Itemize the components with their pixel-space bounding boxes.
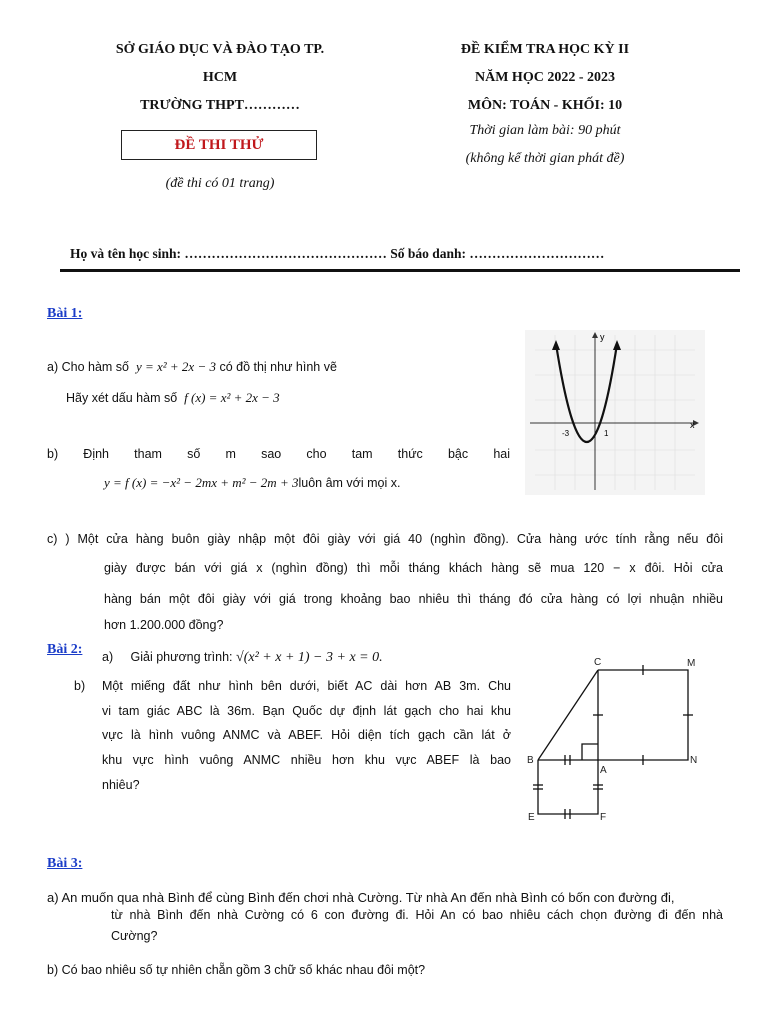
point-m: M <box>687 658 696 669</box>
bai1-c-line4: hơn 1.200.000 đồng? <box>104 618 224 632</box>
bai2-b-line3: vực là hình vuông ANMC và ABEF. Hỏi diện tích gạch cần lát ở <box>102 728 511 742</box>
pages-note: (đề thi có 01 trang) <box>165 176 275 191</box>
bai1-a-formula2: f (x) = x² + 2x − 3 <box>184 390 280 405</box>
bai3-b-line1: b) Có bao nhiêu số tự nhiên chẵn gồm 3 chữ số khác nhau đôi một? <box>47 963 426 977</box>
school-year: NĂM HỌC 2022 - 2023 <box>475 70 615 85</box>
bai2-b-line5: nhiêu? <box>102 778 140 792</box>
bai2-b-line1: Một miếng đất như hình bên dưới, biết AC dài hơn AB 3m. Chu <box>102 679 511 693</box>
segment-bc <box>538 670 598 760</box>
bai2-a-formula: √(x² + x + 1) − 3 + x = 0. <box>236 650 383 665</box>
graph-tick-right: 1 <box>604 429 609 438</box>
point-n: N <box>690 755 698 766</box>
graph-tick-left: -3 <box>562 429 570 438</box>
department-name: SỞ GIÁO DỤC VÀ ĐÀO TẠO TP. <box>115 42 325 57</box>
header-divider <box>60 269 740 272</box>
square-abef <box>538 760 598 814</box>
point-f: F <box>600 812 607 823</box>
point-a: A <box>600 765 607 776</box>
bai1-b-line2: y = f (x) = −x² − 2mx + m² − 2m + 3luôn âm với mọi x. <box>104 475 401 490</box>
bai2-title: Bài 2: <box>47 642 83 657</box>
department-city: HCM <box>202 70 238 85</box>
bai3-a-line3: Cường? <box>111 929 158 943</box>
time-note: Thời gian làm bài: 90 phút <box>469 123 621 138</box>
school-name: TRƯỜNG THPT………… <box>140 98 300 113</box>
time-note-2: (không kể thời gian phát đề) <box>465 151 625 166</box>
parabola-graph <box>525 330 705 495</box>
bai2-b-line4: khu vực hình vuông ANMC nhiều hơn khu vực ABEF là bao <box>102 753 511 767</box>
point-b: B <box>527 755 534 766</box>
bai1-c-line3: hàng bán một đôi giày với giá trong khoảng bao nhiêu thì tháng đó cửa hàng có lợi nhuận nhiều <box>104 592 723 606</box>
bai1-a-formula: y = x² + 2x − 3 <box>135 359 216 374</box>
bai2-b-line2: vi tam giác ABC là 36m. Bạn Quốc dự định lát gạch cho hai khu <box>102 704 511 718</box>
bai3-title: Bài 3: <box>47 856 83 871</box>
bai1-a-line1: a) Cho hàm số y = x² + 2x − 3 có đồ thị như hình vẽ <box>47 359 337 374</box>
square-anmc <box>598 670 688 760</box>
bai3-a-line1: a) An muốn qua nhà Bình để cùng Bình đến chơi nhà Cường. Từ nhà An đến nhà Bình có bốn con đường đi, <box>47 890 675 905</box>
bai2-a-line: a) Giải phương trình: √(x² + x + 1) − 3 + x = 0. <box>102 650 383 665</box>
geometry-figure <box>520 650 720 825</box>
graph-y-label: y <box>600 332 605 342</box>
student-info-line: Họ và tên học sinh: ……………………………………… Số báo danh: ………………………… <box>70 246 605 261</box>
subject-grade: MÔN: TOÁN - KHỐI: 10 <box>467 98 623 113</box>
exam-title: ĐỀ KIỂM TRA HỌC KỲ II <box>460 42 630 57</box>
exam-type-box <box>121 130 317 160</box>
bai1-c-line2: giày được bán với giá x (nghìn đồng) thì mỗi tháng khách hàng sẽ mua 120 − x đôi. Hỏi cửa <box>104 561 723 575</box>
bai1-b-line1: b) Định tham số m sao cho tam thức bậc hai <box>47 447 510 461</box>
bai1-b-formula: y = f (x) = −x² − 2mx + m² − 2m + 3 <box>104 475 299 490</box>
bai1-a-line2: Hãy xét dấu hàm số f (x) = x² + 2x − 3 <box>66 390 280 405</box>
bai3-a-line2: từ nhà Bình đến nhà Cường có 6 con đường đi. Hỏi An có bao nhiêu cách chọn đường đi đến nhà <box>111 908 723 922</box>
bai1-title: Bài 1: <box>47 306 83 321</box>
bai2-b-label: b) <box>74 679 86 693</box>
exam-type-title: ĐỀ THI THỬ <box>174 137 264 153</box>
point-e: E <box>528 812 535 823</box>
graph-x-label: x <box>690 420 695 430</box>
point-c: C <box>594 657 602 668</box>
bai1-c-line1: c) ) Một cửa hàng buôn giày nhập một đôi giày với giá 40 (nghìn đồng). Cửa hàng ước tính rằng nếu đôi <box>47 532 723 546</box>
